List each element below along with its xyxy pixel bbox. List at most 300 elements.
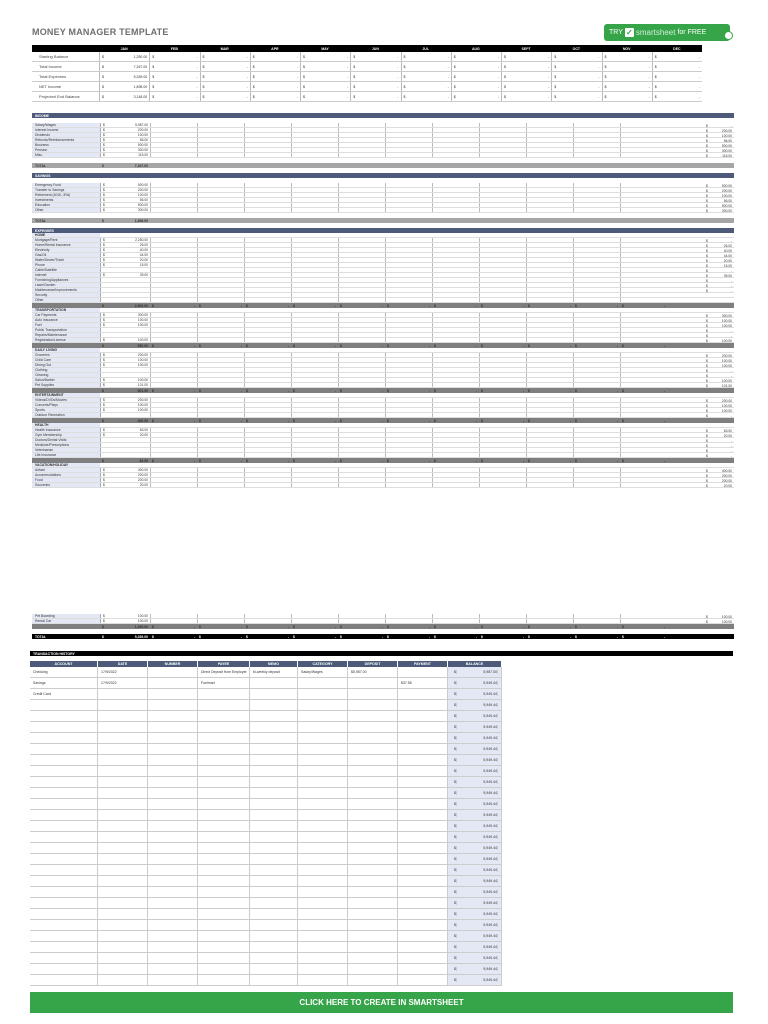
transaction-category-cell[interactable]	[298, 777, 348, 787]
column-header-deposit[interactable]: DEPOSIT	[348, 661, 398, 667]
jan-cell[interactable]	[100, 208, 150, 212]
month-cell[interactable]	[526, 138, 573, 142]
month-cell[interactable]	[385, 298, 432, 302]
transaction-memo-cell[interactable]	[250, 931, 298, 941]
month-cell[interactable]	[338, 383, 385, 387]
month-cell[interactable]	[338, 253, 385, 257]
jan-cell[interactable]	[100, 473, 150, 477]
month-cell[interactable]	[197, 408, 244, 412]
transaction-payee-cell[interactable]	[198, 744, 250, 754]
month-cell[interactable]	[479, 248, 526, 252]
month-cell[interactable]	[620, 323, 667, 327]
month-cell[interactable]	[385, 403, 432, 407]
transaction-account-cell[interactable]	[30, 711, 98, 721]
month-cell[interactable]	[338, 368, 385, 372]
month-cell[interactable]	[479, 153, 526, 157]
month-cell[interactable]	[385, 378, 432, 382]
month-cell[interactable]	[150, 614, 197, 618]
month-cell[interactable]	[385, 363, 432, 367]
month-cell[interactable]	[620, 328, 667, 332]
transaction-account-cell[interactable]	[30, 755, 98, 765]
jan-cell[interactable]	[100, 318, 150, 322]
month-cell[interactable]	[197, 619, 244, 623]
month-cell[interactable]	[479, 363, 526, 367]
month-cell[interactable]	[338, 143, 385, 147]
month-cell[interactable]	[573, 383, 620, 387]
month-cell[interactable]	[526, 353, 573, 357]
summary-cell[interactable]	[451, 62, 501, 71]
month-cell[interactable]	[338, 138, 385, 142]
month-cell[interactable]	[432, 323, 479, 327]
transaction-payment-cell[interactable]	[398, 920, 448, 930]
month-cell[interactable]	[338, 398, 385, 402]
month-cell[interactable]	[197, 428, 244, 432]
transaction-category-cell[interactable]	[298, 744, 348, 754]
month-cell[interactable]	[197, 283, 244, 287]
month-cell[interactable]	[479, 203, 526, 207]
transaction-date-cell[interactable]	[98, 843, 148, 853]
jan-cell[interactable]	[100, 183, 150, 187]
month-cell[interactable]	[573, 273, 620, 277]
jan-cell[interactable]	[100, 148, 150, 152]
month-cell[interactable]	[197, 248, 244, 252]
month-cell[interactable]	[479, 278, 526, 282]
transaction-account-cell[interactable]	[30, 799, 98, 809]
transaction-account-cell[interactable]	[30, 909, 98, 919]
month-cell[interactable]	[573, 473, 620, 477]
jan-cell[interactable]	[100, 198, 150, 202]
month-cell[interactable]	[432, 253, 479, 257]
month-cell[interactable]	[291, 243, 338, 247]
month-cell[interactable]	[150, 353, 197, 357]
transaction-deposit-cell[interactable]	[348, 898, 398, 908]
month-cell[interactable]	[620, 448, 667, 452]
month-cell[interactable]	[620, 123, 667, 127]
month-cell[interactable]	[573, 353, 620, 357]
month-cell[interactable]	[620, 263, 667, 267]
transaction-payment-cell[interactable]	[398, 821, 448, 831]
month-cell[interactable]	[338, 478, 385, 482]
month-cell[interactable]	[432, 208, 479, 212]
jan-cell[interactable]	[100, 378, 150, 382]
month-cell[interactable]	[526, 243, 573, 247]
transaction-account-cell[interactable]	[30, 766, 98, 776]
transaction-category-cell[interactable]	[298, 920, 348, 930]
transaction-deposit-cell[interactable]	[348, 799, 398, 809]
month-cell[interactable]	[620, 383, 667, 387]
month-cell[interactable]	[385, 358, 432, 362]
month-cell[interactable]	[479, 138, 526, 142]
month-cell[interactable]	[479, 619, 526, 623]
month-cell[interactable]	[150, 183, 197, 187]
month-cell[interactable]	[479, 428, 526, 432]
transaction-account-cell[interactable]	[30, 810, 98, 820]
summary-cell[interactable]	[652, 92, 702, 101]
month-cell[interactable]	[620, 368, 667, 372]
month-cell[interactable]	[573, 313, 620, 317]
month-cell[interactable]	[479, 468, 526, 472]
month-cell[interactable]	[526, 368, 573, 372]
month-cell[interactable]	[150, 138, 197, 142]
month-cell[interactable]	[385, 268, 432, 272]
transaction-number-cell[interactable]	[148, 744, 198, 754]
month-cell[interactable]	[573, 403, 620, 407]
month-cell[interactable]	[338, 243, 385, 247]
summary-cell[interactable]	[300, 62, 350, 71]
month-cell[interactable]	[432, 138, 479, 142]
transaction-payment-cell[interactable]	[398, 931, 448, 941]
column-header-account[interactable]: ACCOUNT	[30, 661, 98, 667]
transaction-payee-cell[interactable]	[198, 931, 250, 941]
month-cell[interactable]	[620, 378, 667, 382]
transaction-number-cell[interactable]	[148, 799, 198, 809]
month-cell[interactable]	[479, 333, 526, 337]
month-cell[interactable]	[291, 273, 338, 277]
month-cell[interactable]	[620, 183, 667, 187]
month-cell[interactable]	[479, 298, 526, 302]
month-cell[interactable]	[197, 263, 244, 267]
month-cell[interactable]	[150, 248, 197, 252]
month-cell[interactable]	[432, 243, 479, 247]
transaction-deposit-cell[interactable]	[348, 865, 398, 875]
month-cell[interactable]	[291, 318, 338, 322]
month-cell[interactable]	[338, 248, 385, 252]
month-cell[interactable]	[150, 483, 197, 487]
jan-cell[interactable]	[100, 313, 150, 317]
transaction-number-cell[interactable]	[148, 777, 198, 787]
jan-cell[interactable]	[100, 143, 150, 147]
month-cell[interactable]	[150, 188, 197, 192]
month-cell[interactable]	[150, 273, 197, 277]
month-cell[interactable]	[385, 313, 432, 317]
month-cell[interactable]	[573, 198, 620, 202]
transaction-memo-cell[interactable]	[250, 953, 298, 963]
jan-cell[interactable]	[100, 438, 150, 442]
month-cell[interactable]	[244, 288, 291, 292]
month-cell[interactable]	[150, 473, 197, 477]
month-cell[interactable]	[432, 408, 479, 412]
month-cell[interactable]	[291, 258, 338, 262]
summary-cell[interactable]	[401, 82, 451, 91]
summary-cell[interactable]	[451, 72, 501, 81]
transaction-date-cell[interactable]	[98, 898, 148, 908]
month-cell[interactable]	[432, 368, 479, 372]
month-cell[interactable]	[338, 288, 385, 292]
month-cell[interactable]	[291, 428, 338, 432]
jan-cell[interactable]	[100, 614, 150, 618]
month-cell[interactable]	[526, 383, 573, 387]
month-cell[interactable]	[150, 453, 197, 457]
transaction-payment-cell[interactable]: $37.56	[398, 678, 448, 688]
transaction-payment-cell[interactable]	[398, 777, 448, 787]
column-header-payee[interactable]: PAYEE	[198, 661, 250, 667]
month-cell[interactable]	[338, 338, 385, 342]
month-cell[interactable]	[150, 258, 197, 262]
transaction-memo-cell[interactable]	[250, 876, 298, 886]
month-cell[interactable]	[338, 483, 385, 487]
month-cell[interactable]	[338, 133, 385, 137]
month-cell[interactable]	[573, 338, 620, 342]
month-cell[interactable]	[197, 128, 244, 132]
transaction-payment-cell[interactable]	[398, 865, 448, 875]
transaction-deposit-cell[interactable]	[348, 920, 398, 930]
month-cell[interactable]	[573, 358, 620, 362]
month-cell[interactable]	[573, 443, 620, 447]
month-cell[interactable]	[244, 373, 291, 377]
transaction-payee-cell[interactable]	[198, 755, 250, 765]
month-cell[interactable]	[291, 398, 338, 402]
month-cell[interactable]	[150, 363, 197, 367]
month-cell[interactable]	[573, 323, 620, 327]
transaction-number-cell[interactable]	[148, 755, 198, 765]
transaction-memo-cell[interactable]	[250, 755, 298, 765]
month-cell[interactable]	[526, 619, 573, 623]
month-cell[interactable]	[432, 338, 479, 342]
month-cell[interactable]	[620, 413, 667, 417]
month-cell[interactable]	[573, 378, 620, 382]
month-cell[interactable]	[573, 318, 620, 322]
month-cell[interactable]	[385, 238, 432, 242]
transaction-account-cell[interactable]	[30, 931, 98, 941]
month-cell[interactable]	[479, 353, 526, 357]
summary-cell[interactable]	[350, 52, 400, 61]
summary-cell[interactable]	[250, 62, 300, 71]
transaction-memo-cell[interactable]	[250, 898, 298, 908]
month-cell[interactable]	[197, 293, 244, 297]
transaction-number-cell[interactable]	[148, 700, 198, 710]
summary-cell[interactable]	[401, 62, 451, 71]
month-cell[interactable]	[197, 258, 244, 262]
transaction-date-cell[interactable]	[98, 755, 148, 765]
transaction-memo-cell[interactable]	[250, 799, 298, 809]
month-cell[interactable]	[338, 313, 385, 317]
jan-cell[interactable]	[100, 278, 150, 282]
month-cell[interactable]	[244, 243, 291, 247]
month-cell[interactable]	[197, 363, 244, 367]
jan-cell[interactable]	[100, 293, 150, 297]
month-cell[interactable]	[197, 278, 244, 282]
month-cell[interactable]	[244, 483, 291, 487]
month-cell[interactable]	[197, 318, 244, 322]
month-cell[interactable]	[432, 353, 479, 357]
transaction-date-cell[interactable]	[98, 964, 148, 974]
transaction-deposit-cell[interactable]	[348, 821, 398, 831]
month-cell[interactable]	[338, 473, 385, 477]
transaction-category-cell[interactable]	[298, 755, 348, 765]
month-cell[interactable]	[150, 133, 197, 137]
transaction-payment-cell[interactable]	[398, 733, 448, 743]
month-cell[interactable]	[526, 193, 573, 197]
month-cell[interactable]	[244, 138, 291, 142]
month-cell[interactable]	[291, 123, 338, 127]
month-cell[interactable]	[526, 188, 573, 192]
month-cell[interactable]	[291, 143, 338, 147]
month-cell[interactable]	[291, 333, 338, 337]
month-cell[interactable]	[291, 138, 338, 142]
month-cell[interactable]	[620, 253, 667, 257]
transaction-payee-cell[interactable]	[198, 722, 250, 732]
month-cell[interactable]	[526, 278, 573, 282]
month-cell[interactable]	[432, 468, 479, 472]
month-cell[interactable]	[432, 298, 479, 302]
transaction-number-cell[interactable]	[148, 931, 198, 941]
month-cell[interactable]	[385, 273, 432, 277]
transaction-account-cell[interactable]	[30, 920, 98, 930]
month-cell[interactable]	[479, 313, 526, 317]
month-cell[interactable]	[573, 448, 620, 452]
month-cell[interactable]	[244, 398, 291, 402]
month-cell[interactable]	[291, 433, 338, 437]
month-cell[interactable]	[244, 428, 291, 432]
summary-cell[interactable]	[350, 72, 400, 81]
transaction-payment-cell[interactable]	[398, 689, 448, 699]
transaction-deposit-cell[interactable]	[348, 777, 398, 787]
month-cell[interactable]	[197, 358, 244, 362]
transaction-category-cell[interactable]	[298, 953, 348, 963]
month-cell[interactable]	[385, 448, 432, 452]
transaction-payee-cell[interactable]	[198, 711, 250, 721]
jan-cell[interactable]	[100, 138, 150, 142]
month-cell[interactable]	[291, 153, 338, 157]
month-cell[interactable]	[573, 123, 620, 127]
transaction-number-cell[interactable]	[148, 887, 198, 897]
month-cell[interactable]	[385, 383, 432, 387]
month-cell[interactable]	[573, 253, 620, 257]
month-cell[interactable]	[338, 614, 385, 618]
month-cell[interactable]	[338, 258, 385, 262]
transaction-deposit-cell[interactable]	[348, 975, 398, 985]
month-cell[interactable]	[197, 433, 244, 437]
transaction-account-cell[interactable]	[30, 821, 98, 831]
transaction-number-cell[interactable]	[148, 733, 198, 743]
month-cell[interactable]	[573, 258, 620, 262]
summary-cell[interactable]	[602, 82, 652, 91]
month-cell[interactable]	[150, 403, 197, 407]
month-cell[interactable]	[338, 443, 385, 447]
month-cell[interactable]	[479, 253, 526, 257]
month-cell[interactable]	[291, 468, 338, 472]
month-cell[interactable]	[291, 293, 338, 297]
month-cell[interactable]	[432, 203, 479, 207]
summary-cell[interactable]	[200, 72, 250, 81]
transaction-payment-cell[interactable]	[398, 766, 448, 776]
transaction-payment-cell[interactable]	[398, 799, 448, 809]
month-cell[interactable]	[432, 143, 479, 147]
month-cell[interactable]	[338, 333, 385, 337]
month-cell[interactable]	[620, 333, 667, 337]
transaction-date-cell[interactable]	[98, 832, 148, 842]
transaction-memo-cell[interactable]	[250, 733, 298, 743]
summary-cell[interactable]	[300, 92, 350, 101]
transaction-date-cell[interactable]	[98, 777, 148, 787]
month-cell[interactable]	[526, 333, 573, 337]
transaction-memo-cell[interactable]: bi-weekly deposit	[250, 667, 298, 677]
month-cell[interactable]	[526, 483, 573, 487]
month-cell[interactable]	[338, 363, 385, 367]
jan-cell[interactable]	[100, 253, 150, 257]
month-cell[interactable]	[526, 453, 573, 457]
summary-cell[interactable]	[200, 92, 250, 101]
month-cell[interactable]	[338, 273, 385, 277]
transaction-payment-cell[interactable]	[398, 876, 448, 886]
month-cell[interactable]	[432, 268, 479, 272]
transaction-category-cell[interactable]	[298, 711, 348, 721]
month-cell[interactable]	[432, 198, 479, 202]
month-cell[interactable]	[573, 133, 620, 137]
month-cell[interactable]	[432, 433, 479, 437]
month-cell[interactable]	[573, 248, 620, 252]
month-cell[interactable]	[432, 263, 479, 267]
transaction-payee-cell[interactable]: Direct Deposit from Employer	[198, 667, 250, 677]
month-cell[interactable]	[338, 433, 385, 437]
month-cell[interactable]	[150, 428, 197, 432]
month-cell[interactable]	[150, 328, 197, 332]
month-cell[interactable]	[150, 318, 197, 322]
summary-cell[interactable]	[250, 52, 300, 61]
month-cell[interactable]	[385, 428, 432, 432]
jan-cell[interactable]	[100, 273, 150, 277]
transaction-category-cell[interactable]	[298, 887, 348, 897]
month-cell[interactable]	[573, 183, 620, 187]
transaction-payment-cell[interactable]	[398, 832, 448, 842]
month-cell[interactable]	[385, 258, 432, 262]
summary-cell[interactable]	[99, 82, 149, 91]
month-cell[interactable]	[385, 138, 432, 142]
month-cell[interactable]	[432, 478, 479, 482]
month-cell[interactable]	[526, 398, 573, 402]
month-cell[interactable]	[432, 193, 479, 197]
month-cell[interactable]	[620, 268, 667, 272]
month-cell[interactable]	[620, 438, 667, 442]
summary-cell[interactable]	[300, 52, 350, 61]
month-cell[interactable]	[150, 443, 197, 447]
month-cell[interactable]	[573, 468, 620, 472]
month-cell[interactable]	[620, 403, 667, 407]
month-cell[interactable]	[620, 208, 667, 212]
month-cell[interactable]	[150, 413, 197, 417]
month-cell[interactable]	[244, 614, 291, 618]
month-cell[interactable]	[197, 373, 244, 377]
month-cell[interactable]	[385, 433, 432, 437]
month-cell[interactable]	[526, 478, 573, 482]
transaction-account-cell[interactable]	[30, 744, 98, 754]
transaction-category-cell[interactable]	[298, 799, 348, 809]
summary-cell[interactable]	[501, 52, 551, 61]
transaction-account-cell[interactable]	[30, 832, 98, 842]
month-cell[interactable]	[385, 253, 432, 257]
month-cell[interactable]	[197, 403, 244, 407]
month-cell[interactable]	[385, 408, 432, 412]
month-cell[interactable]	[385, 483, 432, 487]
month-cell[interactable]	[432, 413, 479, 417]
month-cell[interactable]	[150, 338, 197, 342]
transaction-account-cell[interactable]	[30, 876, 98, 886]
month-cell[interactable]	[197, 448, 244, 452]
jan-cell[interactable]	[100, 358, 150, 362]
month-cell[interactable]	[291, 478, 338, 482]
month-cell[interactable]	[479, 263, 526, 267]
transaction-payee-cell[interactable]	[198, 766, 250, 776]
month-cell[interactable]	[197, 183, 244, 187]
month-cell[interactable]	[479, 448, 526, 452]
month-cell[interactable]	[479, 123, 526, 127]
transaction-memo-cell[interactable]	[250, 689, 298, 699]
month-cell[interactable]	[385, 368, 432, 372]
transaction-payment-cell[interactable]	[398, 667, 448, 677]
month-cell[interactable]	[573, 278, 620, 282]
month-cell[interactable]	[197, 443, 244, 447]
month-cell[interactable]	[573, 373, 620, 377]
